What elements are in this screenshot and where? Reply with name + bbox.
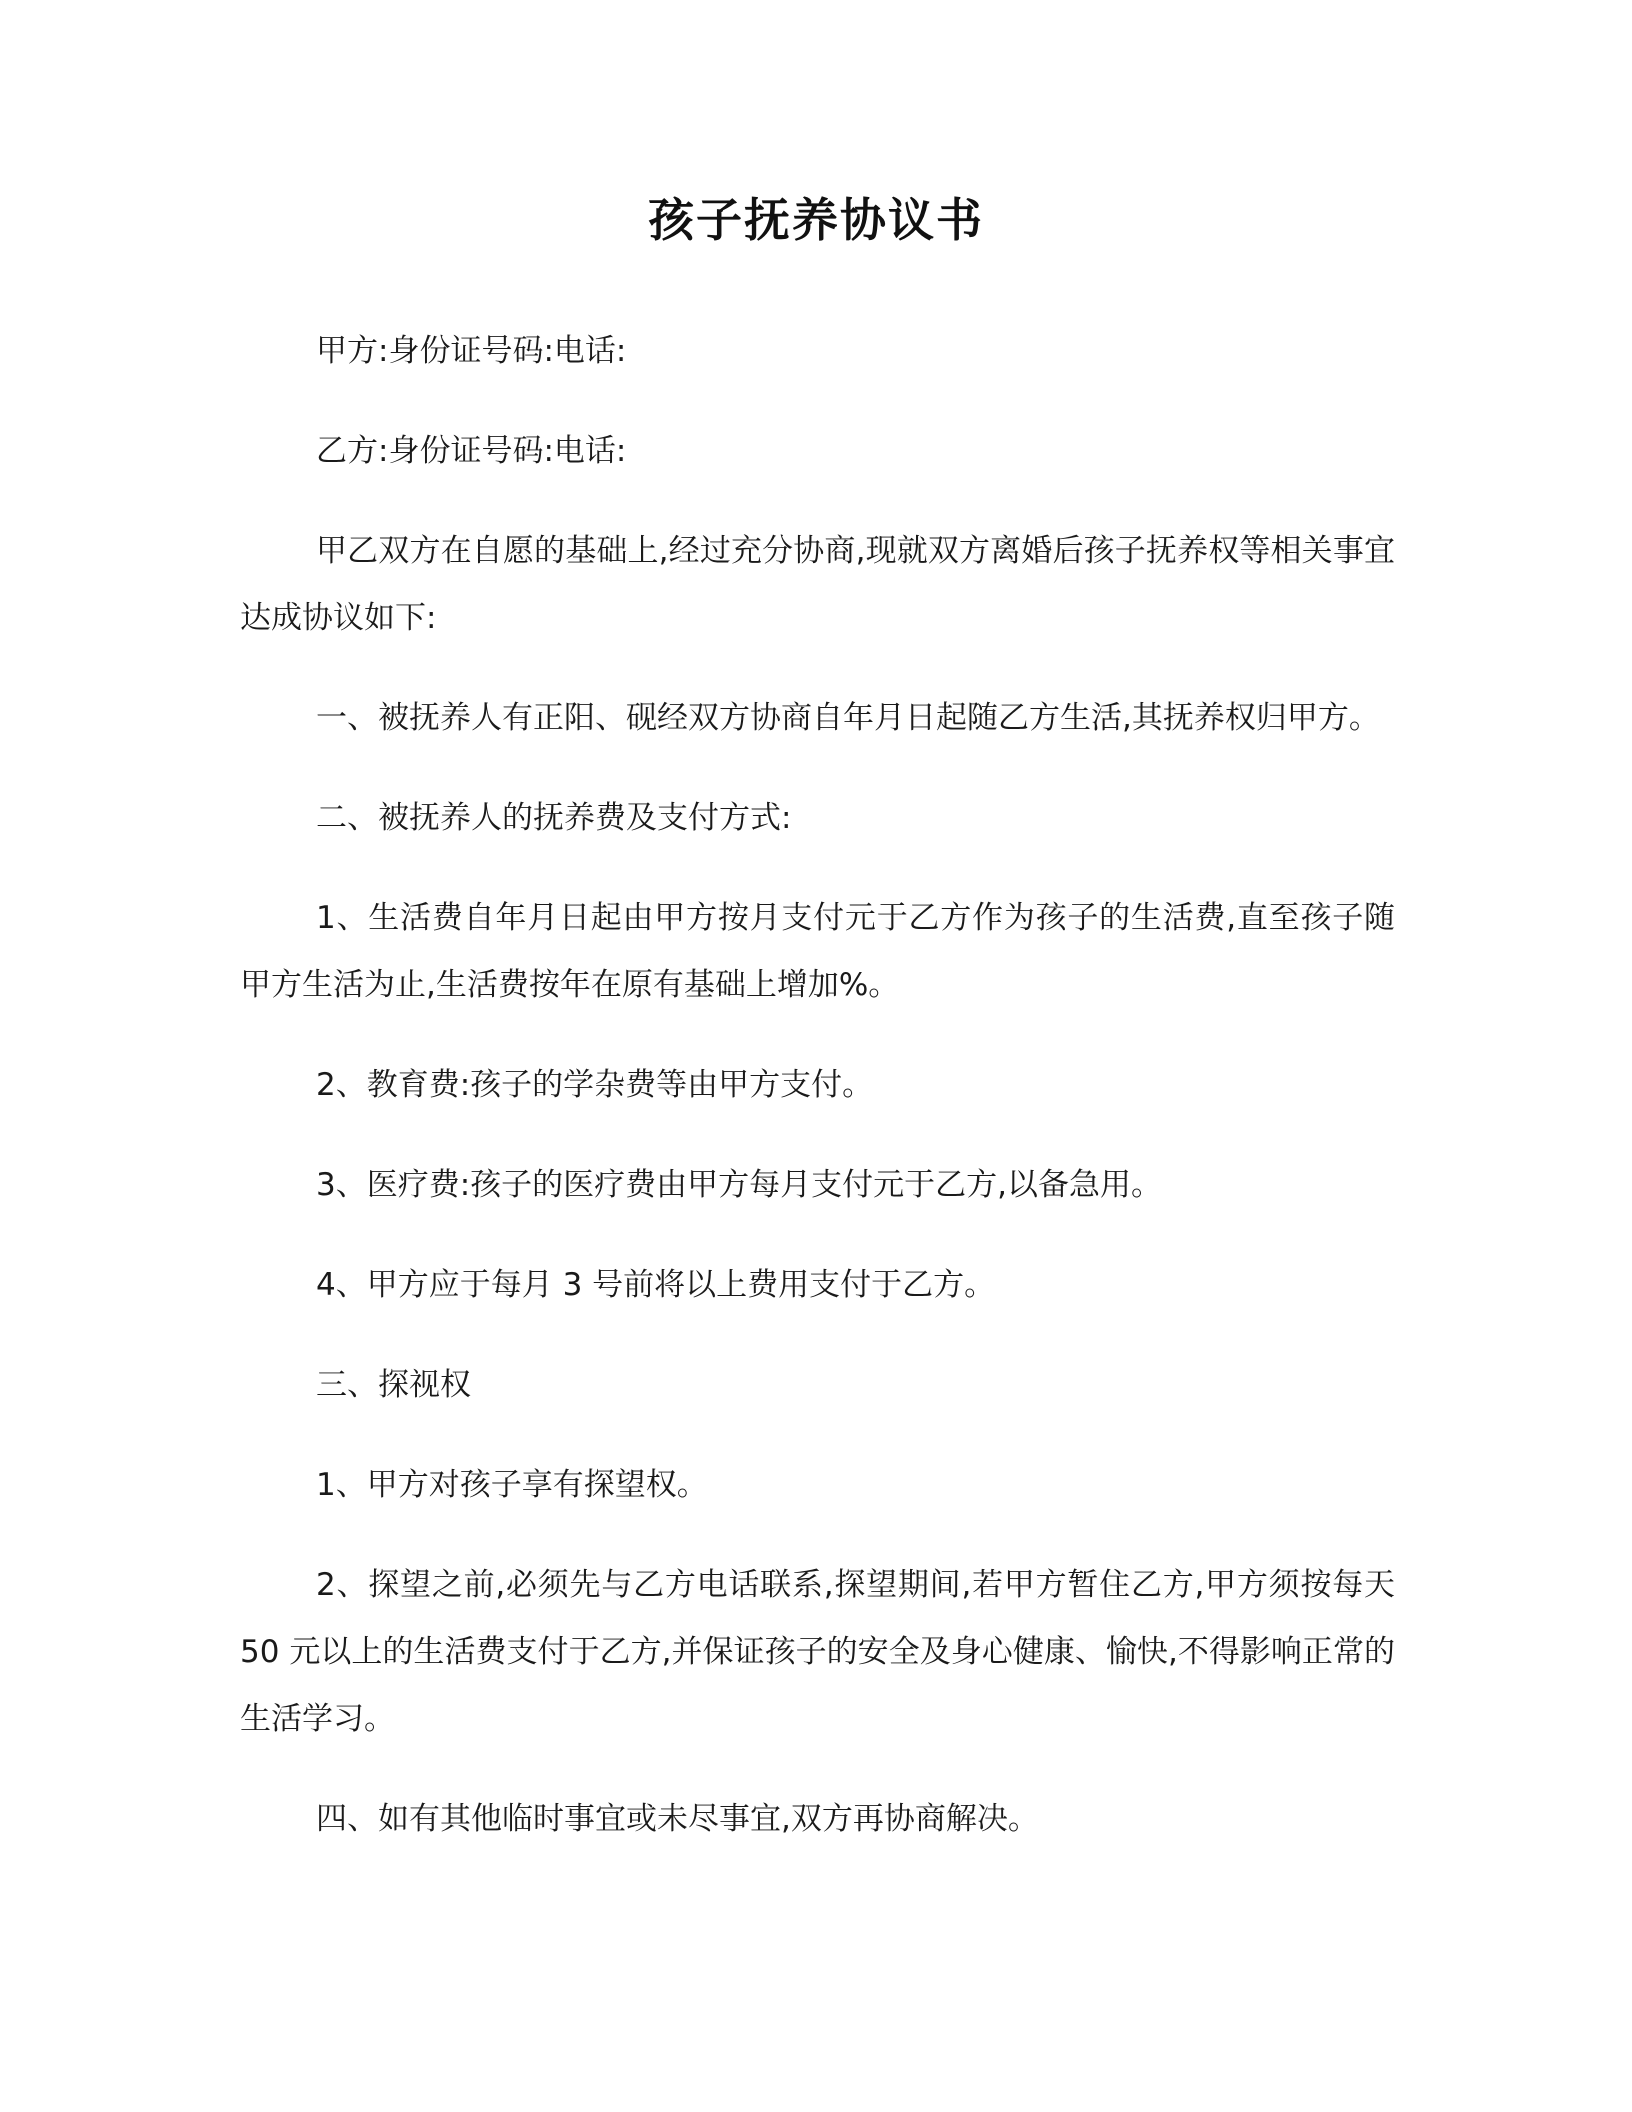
clause-2-item-3: 3、医疗费:孩子的医疗费由甲方每月支付元于乙方,以备急用。 bbox=[316, 1167, 1163, 1203]
preamble-paragraph: 甲乙双方在自愿的基础上,经过充分协商,现就双方离婚后孩子抚养权等相关事宜达成协议如下: bbox=[240, 533, 1395, 636]
party-b-line: 乙方:身份证号码:电话: bbox=[316, 433, 627, 469]
clause-2-item-2: 2、教育费:孩子的学杂费等由甲方支付。 bbox=[316, 1067, 874, 1103]
clause-4: 四、如有其他临时事宜或未尽事宜,双方再协商解决。 bbox=[316, 1801, 1039, 1837]
document-body bbox=[240, 318, 1395, 1886]
clause-2-heading: 二、被抚养人的抚养费及支付方式: bbox=[316, 800, 792, 836]
document-title: 孩子抚养协议书 bbox=[648, 193, 984, 247]
clause-2-item-1: 1、生活费自年月日起由甲方按月支付元于乙方作为孩子的生活费,直至孩子随甲方生活为止,生活费按年在原有基础上增加%。 bbox=[240, 900, 1395, 1003]
clause-3-heading: 三、探视权 bbox=[316, 1367, 471, 1403]
clause-2-item-4: 4、甲方应于每月 3 号前将以上费用支付于乙方。 bbox=[316, 1267, 996, 1303]
clause-3-item-1: 1、甲方对孩子享有探望权。 bbox=[316, 1467, 708, 1503]
clause-3-item-2: 2、探望之前,必须先与乙方电话联系,探望期间,若甲方暂住乙方,甲方须按每天 50 元以上的生活费支付于乙方,并保证孩子的安全及身心健康、愉快,不得影响正常的生活学习。 bbox=[240, 1567, 1395, 1737]
party-a-line: 甲方:身份证号码:电话: bbox=[316, 333, 627, 369]
clause-1-custody: 一、被抚养人有正阳、砚经双方协商自年月日起随乙方生活,其抚养权归甲方。 bbox=[316, 700, 1380, 736]
